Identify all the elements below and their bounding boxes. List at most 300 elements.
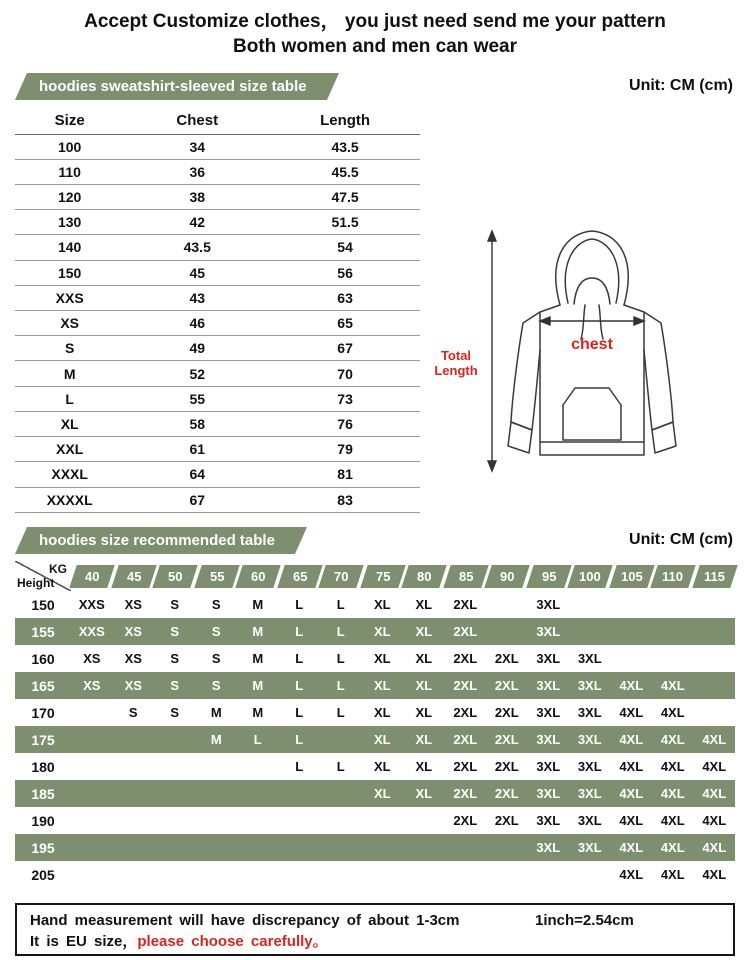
weight-header-tab [277, 565, 322, 588]
rec-size-cell: 4XL [694, 726, 736, 753]
section1-unit-label: Unit: CM (cm) [629, 77, 733, 94]
rec-size-cell: M [252, 597, 264, 612]
height-cell: 175 [15, 726, 71, 753]
rec-size-cell: 3XL [569, 672, 611, 699]
size-table-cell: XL [15, 411, 124, 436]
rec-size-cell: S [170, 597, 180, 612]
rec-size-cell: XL [415, 597, 433, 612]
rec-size-cell: 4XL [660, 867, 685, 882]
rec-size-cell [113, 753, 155, 780]
rec-size-cell [486, 834, 528, 861]
size-table-cell: 43 [124, 285, 270, 310]
weight-header-tab [152, 565, 197, 588]
title-line-1: Accept Customize clothes， you just need send me your pattern [84, 11, 666, 32]
rec-size-cell: L [295, 705, 304, 720]
chest-label: chest [571, 336, 613, 353]
rec-size-cell: 4XL [702, 759, 727, 774]
rec-size-cell [237, 834, 279, 861]
rec-size-cell: 3XL [536, 651, 561, 666]
rec-size-cell: 4XL [652, 780, 694, 807]
weight-header-tab [318, 565, 363, 588]
rec-size-cell [71, 726, 113, 753]
corner-height-label: Height [17, 576, 55, 590]
rec-size-cell: 4XL [652, 834, 694, 861]
rec-size-cell: 2XL [494, 759, 519, 774]
rec-size-cell: 4XL [619, 813, 644, 828]
rec-table-row [15, 645, 735, 672]
rec-size-cell: XL [362, 780, 404, 807]
size-table-cell: 73 [270, 386, 420, 411]
weight-header-tab [567, 565, 612, 588]
rec-size-cell: L [237, 726, 279, 753]
rec-size-cell [71, 834, 113, 861]
rec-table-body [15, 591, 735, 888]
rec-size-cell [362, 807, 404, 834]
rec-size-cell: 4XL [611, 726, 653, 753]
rec-size-cell: 2XL [445, 726, 487, 753]
rec-size-cell: 3XL [577, 813, 602, 828]
inch-conversion-note: 1inch=2.54cm [535, 912, 634, 929]
rec-size-cell: XL [403, 726, 445, 753]
rec-table-row [15, 618, 735, 645]
rec-size-cell: XS [124, 651, 142, 666]
section1-header-bar [15, 72, 735, 100]
rec-size-cell [694, 591, 736, 618]
rec-size-cell [71, 780, 113, 807]
rec-size-cell [569, 618, 611, 645]
rec-size-cell [694, 645, 736, 672]
rec-size-cell: 4XL [660, 705, 685, 720]
rec-size-cell: 2XL [453, 651, 478, 666]
rec-size-cell: 4XL [702, 867, 727, 882]
weight-header-cell [196, 561, 238, 591]
recommended-size-table [15, 561, 735, 888]
rec-size-cell: L [279, 672, 321, 699]
weight-header-cell [237, 561, 279, 591]
size-table-row [15, 184, 420, 209]
rec-size-cell: L [295, 651, 304, 666]
size-table-cell: 43.5 [270, 134, 420, 159]
weight-header-tab [111, 565, 156, 588]
page-title [0, 0, 750, 59]
size-table-cell: 47.5 [270, 184, 420, 209]
height-cell: 195 [15, 834, 71, 861]
weight-header-tab [692, 565, 737, 588]
rec-size-cell: L [336, 759, 345, 774]
rec-size-cell: 2XL [486, 726, 528, 753]
weight-header-cell [486, 561, 528, 591]
rec-size-cell [320, 834, 362, 861]
size-table-row [15, 386, 420, 411]
rec-size-cell: 2XL [494, 651, 519, 666]
weight-header-value: 100 [578, 568, 601, 584]
size-table-cell: XXS [15, 285, 124, 310]
height-cell: 170 [31, 704, 55, 721]
rec-size-cell [362, 834, 404, 861]
weight-header-value: 65 [292, 568, 307, 584]
rec-size-cell: XS [71, 672, 113, 699]
size-table-cell: 130 [15, 210, 124, 235]
weight-header-cell [362, 561, 404, 591]
kg-height-corner-cell [15, 561, 71, 591]
rec-size-cell: 4XL [652, 726, 694, 753]
size-table-cell: 45.5 [270, 159, 420, 184]
rec-size-cell: 4XL [619, 759, 644, 774]
weight-header-tab [401, 565, 446, 588]
rec-size-cell [445, 834, 487, 861]
weight-header-value: 110 [662, 568, 684, 584]
rec-size-cell [154, 861, 196, 888]
rec-size-cell: 3XL [528, 726, 570, 753]
rec-size-cell: 2XL [453, 597, 478, 612]
eu-size-note: It is EU size， [30, 933, 138, 950]
rec-size-cell: 4XL [652, 672, 694, 699]
rec-size-cell [71, 861, 113, 888]
rec-size-cell: M [237, 672, 279, 699]
weight-header-value: 40 [84, 568, 99, 584]
rec-size-cell: 2XL [486, 780, 528, 807]
size-table-row [15, 235, 420, 260]
total-length-arrow [488, 231, 496, 471]
size-table-cell: 150 [15, 260, 124, 285]
rec-size-cell [279, 834, 321, 861]
rec-size-cell [113, 861, 155, 888]
rec-table-row [15, 780, 735, 807]
size-table-cell: 61 [124, 437, 270, 462]
rec-size-cell [71, 753, 113, 780]
rec-size-cell: 2XL [445, 618, 487, 645]
rec-size-cell: 3XL [577, 651, 602, 666]
chest-arrow [540, 317, 644, 325]
rec-size-cell: 2XL [453, 813, 478, 828]
weight-header-cell [279, 561, 321, 591]
rec-size-cell: 2XL [445, 672, 487, 699]
rec-size-cell: XS [83, 651, 101, 666]
size-table-cell: 54 [270, 235, 420, 260]
size-table-cell: 100 [15, 134, 124, 159]
size-table-cell: 45 [124, 260, 270, 285]
rec-table-row [15, 591, 735, 618]
rec-size-cell [611, 645, 653, 672]
rec-size-cell [652, 591, 694, 618]
measurement-note: Hand measurement will have discrepancy of about 1-3cm [30, 912, 460, 929]
size-table-cell: 56 [270, 260, 420, 285]
size-table-body [15, 134, 420, 513]
weight-header-cell [320, 561, 362, 591]
rec-size-cell: 4XL [619, 705, 644, 720]
rec-size-cell: 3XL [569, 780, 611, 807]
rec-size-cell: 4XL [694, 834, 736, 861]
rec-size-cell [569, 861, 611, 888]
rec-table-row [15, 807, 735, 834]
rec-size-cell: XXS [71, 618, 113, 645]
section2-tab [15, 527, 307, 554]
weight-header-cell [71, 561, 113, 591]
rec-size-cell: XL [403, 618, 445, 645]
weight-header-cell [569, 561, 611, 591]
rec-size-cell [71, 807, 113, 834]
rec-size-cell [237, 861, 279, 888]
rec-size-cell: S [128, 705, 138, 720]
size-table-cell: 110 [15, 159, 124, 184]
rec-table-header-row [15, 561, 735, 591]
size-table-cell: 79 [270, 437, 420, 462]
rec-size-cell: 2XL [486, 672, 528, 699]
rec-size-cell: 4XL [619, 867, 644, 882]
rec-size-cell: 3XL [528, 834, 570, 861]
size-table-cell: S [15, 336, 124, 361]
rec-size-cell [113, 780, 155, 807]
rec-size-cell: XL [362, 672, 404, 699]
height-cell: 185 [15, 780, 71, 807]
size-table-cell: 76 [270, 411, 420, 436]
rec-size-cell: XXS [78, 597, 105, 612]
size-table-cell: XS [15, 311, 124, 336]
rec-size-cell [237, 807, 279, 834]
rec-size-cell: 4XL [694, 780, 736, 807]
rec-size-cell [320, 861, 362, 888]
weight-header-cell [694, 561, 736, 591]
corner-kg-label: KG [49, 562, 67, 576]
rec-size-cell: XL [362, 726, 404, 753]
weight-header-cell [403, 561, 445, 591]
rec-size-cell: S [170, 651, 180, 666]
rec-size-cell [279, 780, 321, 807]
rec-size-cell: M [196, 726, 238, 753]
rec-size-cell [403, 807, 445, 834]
rec-size-cell: S [154, 618, 196, 645]
rec-size-cell: 3XL [536, 597, 561, 612]
rec-table-row [15, 834, 735, 861]
rec-size-cell: 4XL [611, 834, 653, 861]
weight-header-value: 95 [541, 568, 556, 584]
rec-size-cell: L [336, 705, 345, 720]
rec-size-cell [196, 834, 238, 861]
weight-header-value: 115 [703, 568, 725, 584]
rec-size-cell: 2XL [453, 705, 478, 720]
rec-size-cell: 4XL [611, 672, 653, 699]
rec-size-cell: XL [373, 597, 391, 612]
weight-header-tab [526, 565, 571, 588]
rec-size-cell: L [336, 597, 345, 612]
rec-size-cell [403, 861, 445, 888]
rec-size-cell: 2XL [445, 780, 487, 807]
size-table-cell: 81 [270, 462, 420, 487]
weight-header-value: 55 [209, 568, 224, 584]
rec-table-row [15, 672, 735, 699]
rec-size-cell: 3XL [536, 813, 561, 828]
weight-header-value: 75 [375, 568, 390, 584]
rec-size-cell: 3XL [577, 705, 602, 720]
size-table-cell: 43.5 [124, 235, 270, 260]
rec-size-cell: XL [373, 651, 391, 666]
weight-header-value: 60 [250, 568, 265, 584]
weight-header-value: 85 [458, 568, 473, 584]
section2-tab-label: hoodies size recommended table [39, 531, 275, 549]
rec-size-cell [694, 699, 736, 726]
section1-content [15, 108, 735, 513]
chest-column-header: Chest [124, 108, 270, 134]
rec-size-cell [154, 726, 196, 753]
size-table-cell: 51.5 [270, 210, 420, 235]
size-table-row [15, 437, 420, 462]
size-table-cell: XXXXL [15, 487, 124, 512]
size-table-cell: 42 [124, 210, 270, 235]
size-table-cell: 46 [124, 311, 270, 336]
rec-size-cell [113, 834, 155, 861]
size-table-cell: 63 [270, 285, 420, 310]
rec-size-cell: M [252, 705, 264, 720]
height-cell: 205 [31, 866, 55, 883]
rec-size-cell [154, 834, 196, 861]
rec-table-row [15, 699, 735, 726]
size-table-cell: 67 [124, 487, 270, 512]
size-table-cell: 65 [270, 311, 420, 336]
size-table-row [15, 462, 420, 487]
rec-size-cell: 4XL [660, 813, 685, 828]
rec-size-cell: S [211, 597, 221, 612]
rec-size-cell: S [211, 651, 221, 666]
rec-size-cell: 3XL [528, 780, 570, 807]
size-table-cell: 120 [15, 184, 124, 209]
rec-size-cell: XL [415, 651, 433, 666]
size-table-cell: XXL [15, 437, 124, 462]
rec-size-cell: 4XL [660, 759, 685, 774]
weight-header-tab [484, 565, 529, 588]
rec-table-row [15, 753, 735, 780]
weight-header-value: 45 [126, 568, 141, 584]
rec-size-cell: 3XL [536, 759, 561, 774]
rec-size-cell [196, 780, 238, 807]
size-table-cell: 52 [124, 361, 270, 386]
weight-header-cell [652, 561, 694, 591]
rec-size-cell: 3XL [577, 759, 602, 774]
rec-size-cell [320, 807, 362, 834]
weight-header-value: 90 [499, 568, 514, 584]
rec-size-cell [196, 807, 238, 834]
weight-header-cell [611, 561, 653, 591]
rec-size-cell [113, 726, 155, 753]
rec-size-cell [320, 780, 362, 807]
rec-size-cell: S [170, 705, 180, 720]
size-table-row [15, 336, 420, 361]
rec-size-cell: 3XL [528, 672, 570, 699]
rec-size-cell [611, 618, 653, 645]
size-table-row [15, 159, 420, 184]
hoodie-diagram-svg [420, 108, 735, 513]
rec-size-cell: 3XL [536, 705, 561, 720]
rec-size-cell: L [279, 618, 321, 645]
choose-carefully-note: please choose carefully。 [137, 933, 328, 950]
footer-note-box [15, 903, 735, 956]
rec-size-cell [113, 807, 155, 834]
weight-header-cell [445, 561, 487, 591]
height-cell: 165 [15, 672, 71, 699]
weight-header-value: 80 [416, 568, 431, 584]
size-table-cell: 140 [15, 235, 124, 260]
rec-size-cell: M [237, 618, 279, 645]
rec-size-cell: M [252, 651, 264, 666]
rec-size-cell [486, 861, 528, 888]
rec-size-cell: L [279, 726, 321, 753]
rec-size-cell: S [154, 672, 196, 699]
size-table-row [15, 260, 420, 285]
rec-size-cell: L [295, 597, 304, 612]
rec-size-cell: XL [373, 705, 391, 720]
rec-size-cell: XL [403, 672, 445, 699]
size-table-row [15, 411, 420, 436]
size-table-row [15, 210, 420, 235]
size-table [15, 108, 420, 513]
rec-size-cell [694, 672, 736, 699]
size-column-header: Size [15, 108, 124, 134]
height-cell: 155 [15, 618, 71, 645]
rec-size-cell [154, 807, 196, 834]
weight-header-tab [194, 565, 239, 588]
rec-size-cell [196, 753, 238, 780]
size-table-cell: 70 [270, 361, 420, 386]
rec-size-cell: 2XL [453, 759, 478, 774]
size-table-row [15, 311, 420, 336]
size-table-cell: 36 [124, 159, 270, 184]
size-table-cell: 83 [270, 487, 420, 512]
rec-size-cell: L [336, 651, 345, 666]
size-table-cell: 34 [124, 134, 270, 159]
rec-size-cell: 3XL [569, 726, 611, 753]
rec-size-cell [154, 780, 196, 807]
rec-size-cell [237, 780, 279, 807]
weight-header-tab [69, 565, 114, 588]
rec-size-cell: XL [362, 618, 404, 645]
rec-size-cell: XL [415, 705, 433, 720]
rec-size-cell [528, 861, 570, 888]
section1-tab [15, 73, 339, 100]
rec-size-cell [362, 861, 404, 888]
rec-size-cell: S [196, 672, 238, 699]
rec-table-row [15, 726, 735, 753]
rec-size-cell: 3XL [569, 834, 611, 861]
size-table-cell: XXXL [15, 462, 124, 487]
rec-size-cell [652, 645, 694, 672]
rec-size-cell [403, 834, 445, 861]
total-length-label: Total Length [434, 348, 478, 378]
size-table-cell: 64 [124, 462, 270, 487]
rec-size-cell [279, 807, 321, 834]
size-table-cell: 49 [124, 336, 270, 361]
rec-size-cell: S [196, 618, 238, 645]
rec-size-cell [445, 861, 487, 888]
size-table-row [15, 285, 420, 310]
weight-header-tab [443, 565, 488, 588]
rec-size-cell: 4XL [702, 813, 727, 828]
rec-size-cell [652, 618, 694, 645]
rec-size-cell: 2XL [494, 813, 519, 828]
weight-header-tab [235, 565, 280, 588]
size-table-header-row [15, 108, 420, 134]
rec-size-cell: XS [113, 618, 155, 645]
size-table-cell: 58 [124, 411, 270, 436]
hoodie-diagram [420, 108, 735, 513]
rec-table-row [15, 861, 735, 888]
rec-size-cell [320, 726, 362, 753]
height-cell: 160 [31, 650, 55, 667]
size-table-cell: M [15, 361, 124, 386]
rec-size-cell: XL [403, 780, 445, 807]
weight-header-cell [528, 561, 570, 591]
weight-header-tab [360, 565, 405, 588]
size-table-cell: 55 [124, 386, 270, 411]
footer-line-2 [30, 931, 720, 952]
